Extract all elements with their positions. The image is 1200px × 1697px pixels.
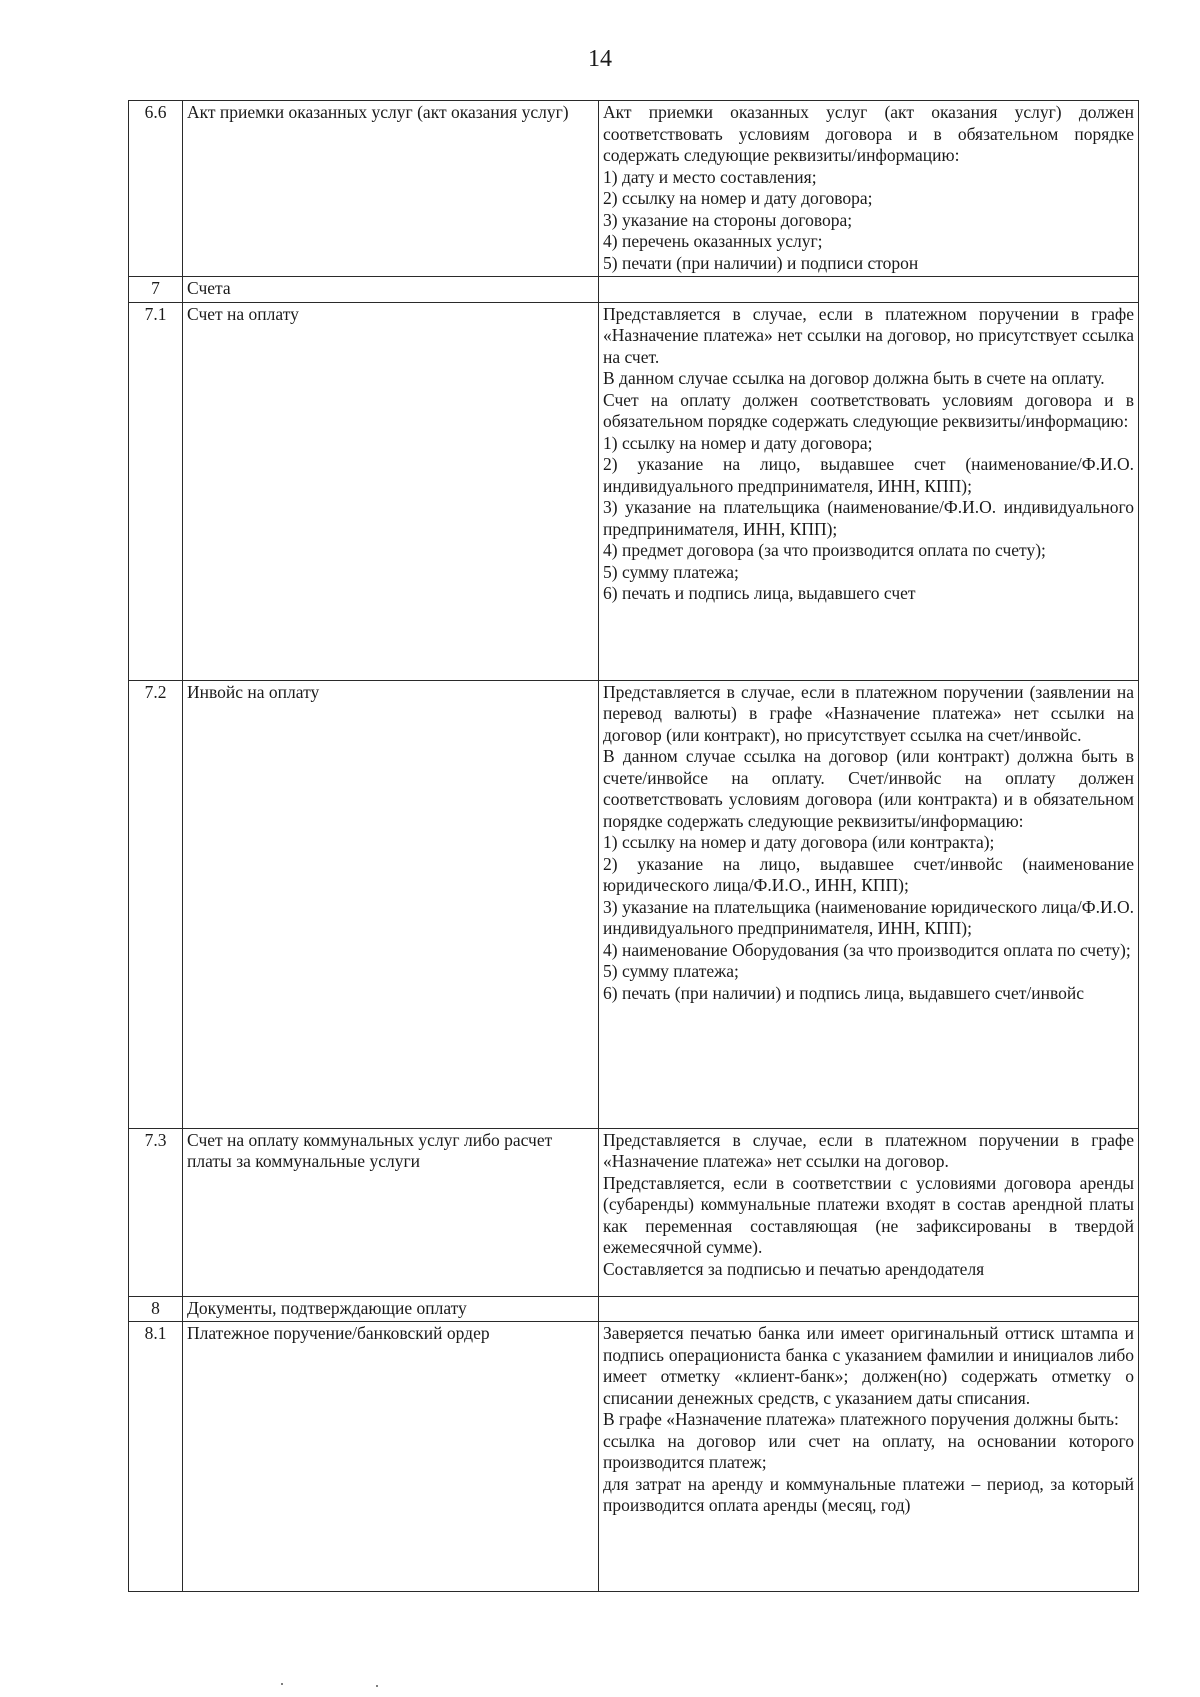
table-row — [129, 277, 1139, 303]
table-row — [129, 1128, 1139, 1296]
requirement-line: Представляется, если в соответствии с условиями договора аренды (субаренды) коммунальные платежи входят в состав арендной платы как переменная составляющая (не зафиксированы в твердой ежемесячной сумме). — [603, 1172, 1134, 1257]
row-number: 7.1 — [129, 302, 183, 680]
requirements-cell — [599, 302, 1139, 680]
requirement-line: 2) указание на лицо, выдавшее счет (наименование/Ф.И.О. индивидуального предпринимателя, ИНН, КПП); — [603, 454, 1134, 496]
row-number: 8 — [129, 1296, 183, 1322]
requirement-line: 5) сумму платежа; — [603, 561, 739, 582]
table-row — [129, 302, 1139, 680]
requirement-line: 4) перечень оказанных услуг; — [603, 231, 823, 251]
requirement-line: Акт приемки оказанных услуг (акт оказания услуг) должен соответствовать условиям договора и в обязательном порядке содержать следующие реквизиты/информацию: — [603, 102, 1134, 165]
requirement-line: ссылка на договор или счет на оплату, на основании которого производится платеж; — [603, 1430, 1134, 1472]
page-number: 14 — [588, 46, 612, 72]
requirement-line: 5) печати (при наличии) и подписи сторон — [603, 252, 919, 273]
requirement-line: 5) сумму платежа; — [603, 961, 739, 981]
row-number: 7 — [129, 277, 183, 303]
requirement-line: В графе «Назначение платежа» платежного поручения должны быть: — [603, 1409, 1119, 1429]
requirement-line: 2) ссылку на номер и дату договора; — [603, 188, 873, 208]
requirement-line: Счет на оплату должен соответствовать условиям договора и в обязательном порядке содержать следующие реквизиты/информацию: — [603, 389, 1134, 431]
table-row — [129, 1322, 1139, 1592]
document-name: Счет на оплату — [183, 302, 599, 680]
table-row — [129, 101, 1139, 277]
requirements-cell — [599, 1128, 1139, 1296]
requirement-line: 4) предмет договора (за что производится оплата по счету); — [603, 540, 1046, 560]
row-number: 8.1 — [129, 1322, 183, 1592]
document-name: Счет на оплату коммунальных услуг либо расчет платы за коммунальные услуги — [183, 1128, 599, 1296]
requirements-cell — [599, 277, 1139, 303]
document-name: Платежное поручение/банковский ордер — [183, 1322, 599, 1592]
requirement-line: В данном случае ссылка на договор должна быть в счете на оплату. — [603, 368, 1105, 388]
requirement-line: Представляется в случае, если в платежном поручении (заявлении на перевод валюты) в графе «Назначение платежа» нет ссылки на договор (или контракт), но присутствует ссылка на счет/инвойс. — [603, 681, 1134, 745]
scan-speck — [376, 1685, 378, 1687]
section-title: Документы, подтверждающие оплату — [183, 1296, 599, 1322]
requirements-cell — [599, 680, 1139, 1128]
requirement-line: 3) указание на стороны договора; — [603, 209, 853, 230]
requirements-table — [128, 100, 1139, 1592]
requirement-line: 3) указание на плательщика (наименование/Ф.И.О. индивидуального предпринимателя, ИНН, КПП); — [603, 497, 1134, 539]
requirement-line: для затрат на аренду и коммунальные платежи – период, за который производится оплата аренды (месяц, год) — [603, 1473, 1134, 1515]
requirement-line: Составляется за подписью и печатью арендодателя — [603, 1258, 985, 1279]
requirement-line: Заверяется печатью банка или имеет оригинальный оттиск штампа и подпись операциониста банка с указанием фамилии и инициалов либо имеет отметку «клиент-банк»; должен(но) содержать отметку о списании денежных средств, с указанием даты списания. — [603, 1323, 1134, 1408]
requirement-line: 3) указание на плательщика (наименование юридического лица/Ф.И.О. индивидуального предпринимателя, ИНН, КПП); — [603, 896, 1134, 938]
row-number: 7.2 — [129, 680, 183, 1128]
document-name: Акт приемки оказанных услуг (акт оказания услуг) — [183, 101, 599, 277]
requirements-cell — [599, 1296, 1139, 1322]
requirement-line: 6) печать и подпись лица, выдавшего счет — [603, 583, 916, 603]
requirement-line: В данном случае ссылка на договор (или контракт) должна быть в счете/инвойсе на оплату. Счет/инвойс на оплату должен соответствовать условиям договора (или контракта) и в обязательном порядке содержать следующие реквизиты/информацию: — [603, 746, 1134, 831]
requirement-line: 4) наименование Оборудования (за что производится оплата по счету); — [603, 939, 1131, 960]
requirement-line: 6) печать (при наличии) и подпись лица, выдавшего счет/инвойс — [603, 982, 1084, 1003]
requirement-line: 1) ссылку на номер и дату договора (или контракта); — [603, 832, 995, 852]
document-name: Инвойс на оплату — [183, 680, 599, 1128]
requirement-line: 1) дату и место составления; — [603, 166, 817, 187]
requirement-line: Представляется в случае, если в платежном поручении в графе «Назначение платежа» нет ссылки на договор, но присутствует ссылка на счет. — [603, 303, 1134, 367]
section-title: Счета — [183, 277, 599, 303]
requirements-cell — [599, 101, 1139, 277]
requirement-line: 2) указание на лицо, выдавшее счет/инвойс (наименование юридического лица/Ф.И.О., ИНН, КПП); — [603, 853, 1134, 895]
requirements-cell — [599, 1322, 1139, 1592]
requirement-line: Представляется в случае, если в платежном поручении в графе «Назначение платежа» нет ссылки на договор. — [603, 1129, 1134, 1171]
table-row — [129, 1296, 1139, 1322]
requirement-line: 1) ссылку на номер и дату договора; — [603, 432, 873, 453]
row-number: 6.6 — [129, 101, 183, 277]
scan-speck — [281, 1683, 283, 1685]
row-number: 7.3 — [129, 1128, 183, 1296]
table-row — [129, 680, 1139, 1128]
